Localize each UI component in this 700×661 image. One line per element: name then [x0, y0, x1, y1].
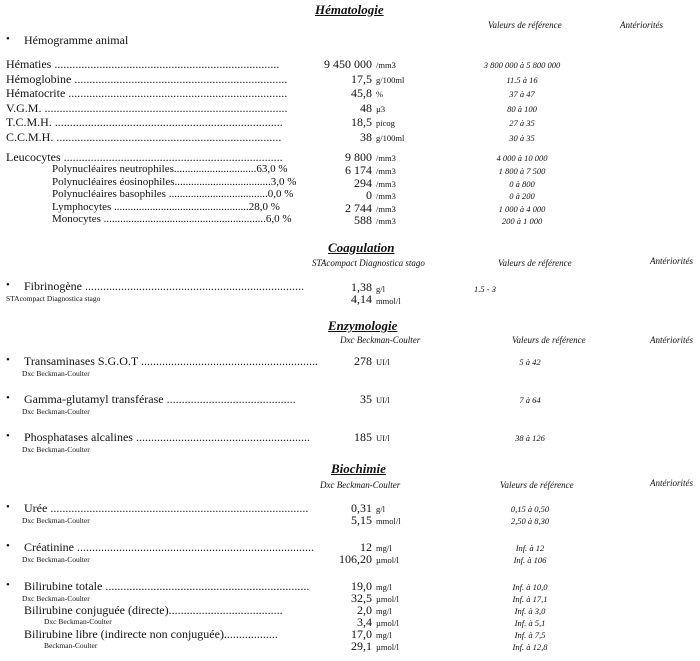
result-unit: picog	[376, 118, 395, 128]
result-label: Bilirubine totale ....................................................................	[24, 579, 310, 593]
result-unit: g/l	[376, 504, 385, 514]
bullet: •	[6, 501, 10, 513]
result-unit: /mm3	[376, 178, 396, 189]
result-value: 38	[360, 129, 372, 144]
result-label: Phosphatases alcalines ..........................................................	[24, 430, 310, 444]
reference-range: 2,50 à 8,30	[510, 516, 550, 526]
section-title-biochimie: Biochimie	[331, 461, 386, 476]
fibrinogene-ref: 1.5 - 3	[474, 284, 496, 294]
reference-range: 38 à 126	[515, 433, 545, 443]
result-value: 0,31	[351, 501, 372, 515]
result-unit: /mm3	[376, 203, 396, 214]
result-unit: mmol/l	[376, 516, 401, 526]
result-unit: UI/l	[376, 357, 390, 367]
method-label: Dxc Beckman-Coulter	[22, 445, 90, 454]
result-unit: µmol/l	[376, 555, 399, 565]
result-value: 18,5	[351, 115, 372, 129]
anteriorites-header: Antériorités	[650, 478, 693, 488]
reference-range: 30 à 35	[509, 132, 535, 143]
result-value: 32,5	[351, 591, 372, 605]
result-value: 0	[366, 188, 372, 202]
result-unit: g/100ml	[376, 132, 405, 143]
result-value: 588	[354, 213, 372, 227]
coag-method-header: STAcompact Diagnostica stago	[312, 258, 425, 268]
result-label: Lymphocytes .................................................28,0 %	[52, 200, 280, 213]
reference-range: 5 à 42	[519, 357, 541, 367]
reference-range: Inf. à 12	[515, 543, 545, 553]
bullet: •	[6, 579, 10, 591]
ref-header: Valeurs de référence	[488, 20, 562, 30]
result-value: 294	[354, 175, 372, 190]
ref-header: Valeurs de référence	[498, 258, 572, 268]
reference-range: 1 000 à 4 000	[498, 203, 546, 214]
section-title-enzymologie: Enzymologie	[328, 318, 398, 333]
result-unit: UI/l	[376, 433, 390, 443]
result-value: 9 800	[345, 150, 372, 164]
bullet: •	[6, 279, 10, 291]
result-value: 19,0	[351, 579, 372, 593]
result-unit: µmol/l	[376, 594, 399, 604]
reference-range: 1 800 à 7 500	[498, 166, 546, 176]
result-label: Hématocrite .........................................................................	[6, 86, 288, 100]
anteriorites-header: Antériorités	[620, 20, 663, 30]
result-label: Bilirubine conjuguée (directe)......................................	[24, 603, 283, 617]
reference-range: Inf. à 3,0	[514, 606, 546, 616]
result-value: 2,0	[357, 603, 372, 617]
result-unit: µmol/l	[376, 618, 399, 628]
result-value: 106,20	[339, 552, 372, 566]
result-label: Hémoglobine .......................................................................	[6, 71, 288, 86]
result-unit: µmol/l	[376, 642, 399, 652]
reference-range: Inf. à 10,0	[512, 582, 548, 592]
reference-range: Inf. à 5,1	[514, 618, 546, 628]
result-value: 48	[360, 100, 372, 115]
method-label: Beckman-Coulter	[44, 641, 98, 650]
reference-range: Inf. à 7,5	[514, 630, 546, 640]
section-title-hematologie: Hématologie	[315, 2, 384, 17]
result-value: 5,15	[351, 513, 372, 527]
result-unit: /mm3	[376, 60, 396, 70]
result-unit: mg/l	[376, 582, 392, 592]
reference-range: 27 à 35	[509, 118, 535, 128]
result-unit: /mm3	[376, 166, 396, 176]
result-label: V.G.M. .................................................................................	[6, 100, 288, 115]
result-value: 278	[354, 354, 372, 368]
result-value: 12	[360, 540, 372, 554]
result-label: C.C.M.H. ...........................................................................	[6, 129, 282, 144]
result-value: 29,1	[351, 639, 372, 653]
reference-range: 0 à 800	[509, 178, 535, 189]
fibrinogene-unit: g/l	[376, 284, 385, 294]
bullet: •	[6, 33, 10, 45]
result-label: Polynucléaires neutrophiles..............................63,0 %	[52, 163, 288, 175]
method-label: Dxc Beckman-Coulter	[22, 407, 90, 416]
reference-range: 37 à 47	[509, 89, 535, 99]
reference-range: Inf. à 106	[513, 555, 547, 565]
hemogramme-label: Hémogramme animal	[24, 33, 129, 47]
reference-range: Inf. à 17,1	[512, 594, 548, 604]
result-value: 17,0	[351, 627, 372, 641]
result-unit: mg/l	[376, 606, 392, 616]
method-label: Dxc Beckman-Coulter	[22, 369, 90, 378]
result-value: 9 450 000	[324, 57, 372, 71]
result-label: Hématies ...........................................................................	[6, 57, 280, 71]
result-label: Transaminases S.G.O.T ...........................................................	[24, 354, 319, 368]
bullet: •	[6, 540, 10, 552]
result-unit: /mm3	[376, 153, 396, 163]
result-unit: %	[376, 89, 384, 99]
result-value: 17,5	[351, 71, 372, 86]
result-value: 2 744	[345, 200, 372, 215]
result-value: 45,8	[351, 86, 372, 100]
result-value: 35	[360, 392, 372, 406]
reference-range: 200 à 1 000	[501, 216, 543, 226]
bullet: •	[6, 354, 10, 366]
result-value: 185	[354, 430, 372, 444]
fibrinogene-unit-mmol: mmol/l	[376, 296, 401, 306]
result-label: Monocytes ...........................................................6,0 %	[52, 213, 292, 225]
fibrinogene-label: Fibrinogène .........................................................................	[24, 279, 304, 293]
result-label: Gamma-glutamyl transférase ...........................................	[24, 392, 296, 406]
reference-range: 80 à 100	[507, 103, 537, 114]
fibrinogene-value: 1,38	[351, 280, 372, 294]
result-unit: /mm3	[376, 216, 396, 226]
result-unit: /mm3	[376, 191, 396, 201]
method-label: Dxc Beckman-Coulter	[22, 516, 90, 525]
ref-header: Valeurs de référence	[500, 480, 574, 490]
result-label: Bilirubine libre (indirecte non conjuguée)..................	[24, 627, 278, 641]
reference-range: 7 à 64	[519, 395, 541, 405]
result-label: T.C.M.H. ............................................................................	[6, 115, 283, 129]
section-title-coagulation: Coagulation	[328, 240, 395, 255]
bio-method-header: Dxc Beckman-Coulter	[320, 480, 401, 490]
reference-range: 0 à 200	[509, 191, 535, 201]
result-value: 6 174	[345, 163, 372, 177]
anteriorites-header: Antériorités	[650, 335, 693, 345]
result-value: 3,4	[357, 615, 372, 629]
result-unit: mg/l	[376, 543, 392, 553]
result-label: Polynucléaires basophiles ....................................0,0 %	[52, 188, 294, 200]
result-label: Polynucléaires éosinophiles...................................3,0 %	[52, 175, 297, 188]
enzymo-method-header: Dxc Beckman-Coulter	[340, 335, 421, 345]
reference-range: 3 800 000 à 5 800 000	[483, 60, 561, 70]
fibrinogene-value-mmol: 4,14	[351, 292, 372, 306]
result-unit: mg/l	[376, 630, 392, 640]
method-label: Dxc Beckman-Coulter	[44, 617, 112, 626]
method-label: Dxc Beckman-Coulter	[22, 555, 90, 564]
result-label: Urée ......................................................................................	[24, 501, 309, 515]
result-unit: g/100ml	[376, 74, 405, 85]
result-label: Créatinine ...............................................................................	[24, 540, 314, 554]
fibrinogene-method: STAcompact Diagnostica stago	[6, 294, 101, 303]
result-unit: µ3	[376, 103, 386, 114]
ref-header: Valeurs de référence	[512, 335, 586, 345]
reference-range: 0,15 à 0,50	[510, 504, 550, 514]
reference-range: 4 000 à 10 000	[496, 153, 548, 163]
anteriorites-header: Antériorités	[650, 256, 693, 266]
bullet: •	[6, 392, 10, 404]
result-unit: UI/l	[376, 395, 390, 405]
method-label: Dxc Beckman-Coulter	[22, 594, 90, 603]
reference-range: Inf. à 12,8	[512, 642, 548, 652]
result-label: Leucocytes .........................................................................	[6, 150, 283, 164]
reference-range: 11.5 à 16	[506, 74, 538, 85]
bullet: •	[6, 430, 10, 442]
